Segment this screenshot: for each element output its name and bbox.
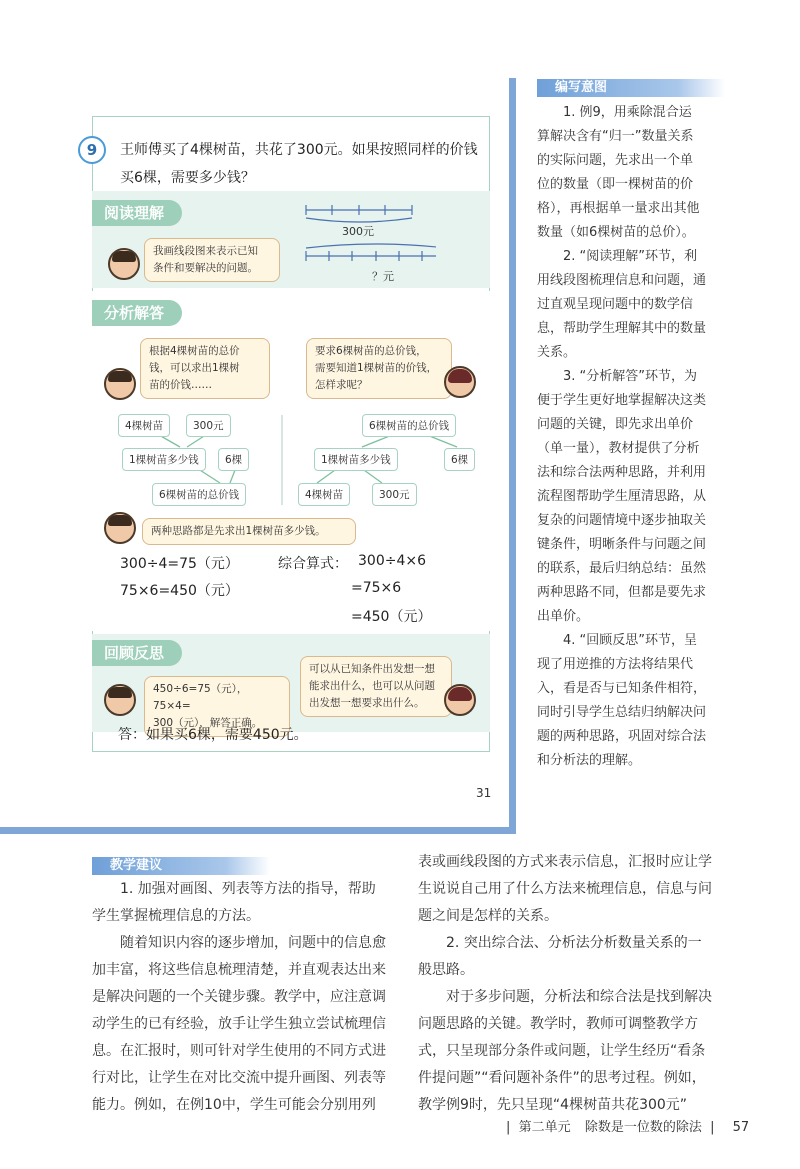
review-right-bubble [300, 656, 452, 717]
footer-unit: 第二单元 [518, 1120, 571, 1135]
suggestion-right-column [418, 849, 730, 1119]
sidebar-line: 位的数量（即一棵树苗的价 [537, 177, 694, 192]
bubble-line: 苗的价钱…… [149, 379, 212, 391]
suggestion-left-column [92, 876, 404, 1119]
bubble-line: 需要知道1棵树苗的价钱， [315, 362, 438, 374]
combined-step: 300÷4×6 [358, 553, 426, 569]
footer-divider: | [705, 1120, 715, 1135]
boy-avatar [104, 368, 136, 400]
flow-box-right: 6棵 [444, 448, 475, 471]
bubble-line: 我画线段图来表示已知 [153, 245, 258, 257]
flow-box-left: 6棵树苗的总价钱 [152, 483, 246, 506]
page-footer [506, 1116, 749, 1135]
sidebar-line: 3. “分析解答”环节，为 [563, 369, 698, 384]
boy-avatar [108, 248, 140, 280]
bubble-line: 出发想一想要求出什么。 [309, 697, 425, 709]
left-speech-bubble [140, 338, 270, 399]
suggestion-line: 式，只呈现部分条件或问题，让学生经历“看条 [418, 1043, 706, 1059]
sidebar-line: 键条件，明晰条件与问题之间 [537, 537, 707, 552]
suggestion-line: 对于多步问题，分析法和综合法是找到解决 [446, 989, 712, 1005]
bubble-line: 要求6棵树苗的总价钱， [315, 345, 427, 357]
combined-step: =75×6 [351, 580, 402, 596]
footer-topic: 除数是一位数的除法 [584, 1120, 702, 1135]
segment-label-unknown: ？元 [372, 270, 394, 283]
calc-step: 75×6=450（元） [120, 583, 239, 599]
sidebar-line: 法和综合法两种思路，并利用 [537, 465, 707, 480]
sidebar-line: 题的两种思路，巩固对综合法 [537, 729, 707, 744]
sidebar-line: 和分析法的理解。 [537, 753, 642, 768]
textbook-page-number: 31 [476, 786, 492, 800]
suggestion-line: 教学例9时，先只呈现“4棵树苗共花300元” [418, 1097, 688, 1113]
girl-avatar [444, 366, 476, 398]
flow-box-right: 4棵树苗 [298, 483, 350, 506]
suggestion-line: 表或画线段图的方式来表示信息，汇报时应让学 [418, 854, 712, 870]
sidebar-line: 同时引导学生总结归纳解决问 [537, 705, 707, 720]
sidebar-text [537, 101, 727, 773]
suggestion-line: 问题思路的关键。教学时，教师可调整教学方 [418, 1016, 698, 1032]
answer-text: 答：如果买6棵，需要450元。 [118, 727, 308, 743]
bubble-line: 可以从已知条件出发想一想 [309, 663, 435, 675]
combined-step: =450（元） [351, 609, 432, 625]
read-speech-bubble [144, 238, 280, 282]
sidebar-line: 格），再根据单一量求出其他 [537, 201, 700, 216]
flow-box-left: 300元 [186, 414, 231, 437]
suggestion-line: 动学生的已有经验，放手让学生独立尝试梳理信 [92, 1016, 386, 1032]
summary-bubble: 两种思路都是先求出1棵树苗多少钱。 [142, 518, 356, 545]
flow-box-left: 1棵树苗多少钱 [122, 448, 206, 471]
bubble-line: 根据4棵树苗的总价 [149, 345, 240, 357]
suggestion-line: 随着知识内容的逐步增加，问题中的信息愈 [120, 935, 386, 951]
suggestion-line: 行对比，让学生在对比交流中提升画图、列表等 [92, 1070, 386, 1086]
combined-label: 综合算式： [278, 556, 348, 572]
suggestion-line: 般思路。 [418, 962, 474, 978]
sidebar-line: 现了用逆推的方法将结果代 [537, 657, 694, 672]
suggestion-line: 生说说自己用了什么方法来梳理信息，信息与问 [418, 881, 712, 897]
suggestion-line: 息。在汇报时，则可针对学生使用的不同方式进 [92, 1043, 386, 1059]
boy-avatar [104, 512, 136, 544]
bubble-line: 条件和要解决的问题。 [153, 262, 258, 274]
sidebar-line: 2. “阅读理解”环节，利 [563, 249, 698, 264]
flow-box-right: 1棵树苗多少钱 [314, 448, 398, 471]
suggestion-line: 能力。例如，在例10中，学生可能会分别用列 [92, 1097, 376, 1113]
sidebar-line: 息，帮助学生理解其中的数量 [537, 321, 707, 336]
boy-avatar [104, 684, 136, 716]
flow-box-left: 6棵 [218, 448, 249, 471]
sidebar-line: 两种思路不同，但都是要先求 [537, 585, 707, 600]
sidebar-line: 复杂的问题情境中逐步抽取关 [537, 513, 707, 528]
sidebar-line: 关系。 [537, 345, 577, 360]
segment-diagram [296, 196, 436, 286]
suggestion-title: 教学建议 [92, 857, 270, 875]
suggestion-line: 题之间是怎样的关系。 [418, 908, 558, 924]
sidebar-line: 的联系，最后归纳总结：虽然 [537, 561, 707, 576]
bubble-line: 450÷6=75（元），75×4= [153, 683, 248, 712]
bubble-line: 300（元），解答正确。 [153, 717, 263, 729]
suggestion-line: 是解决问题的一个关键步骤。教学中，应注意调 [92, 989, 386, 1005]
analyze-section-title: 分析解答 [92, 300, 182, 326]
suggestion-line: 学生掌握梳理信息的方法。 [92, 908, 260, 924]
sidebar-title: 编写意图 [537, 79, 725, 97]
flow-box-right: 300元 [372, 483, 417, 506]
sidebar-line: 流程图帮助学生厘清思路，从 [537, 489, 707, 504]
sidebar-line: 出单价。 [537, 609, 590, 624]
bubble-line: 怎样求呢？ [315, 379, 368, 391]
right-speech-bubble [306, 338, 452, 399]
suggestion-line: 2. 突出综合法、分析法分析数量关系的一 [446, 935, 702, 951]
example-question [120, 136, 492, 192]
sidebar-line: 用线段图梳理信息和问题，通 [537, 273, 707, 288]
segment-label-total: 300元 [342, 225, 374, 238]
sidebar-line: 问题的关键，即先求出单价 [537, 417, 694, 432]
suggestion-line: 加丰富，将这些信息梳理清楚，并直观表达出来 [92, 962, 386, 978]
sidebar-line: 4. “回顾反思”环节，呈 [563, 633, 698, 648]
question-line: 买6棵，需要多少钱？ [120, 170, 255, 186]
sidebar-line: 算解决含有“归一”数量关系 [537, 129, 694, 144]
question-line: 王师傅买了4棵树苗，共花了300元。如果按照同样的价钱 [120, 142, 478, 158]
suggestion-line: 1. 加强对画图、列表等方法的指导，帮助 [120, 881, 376, 897]
footer-divider: | [506, 1120, 515, 1135]
flow-box-left: 4棵树苗 [118, 414, 170, 437]
flow-box-right: 6棵树苗的总价钱 [362, 414, 456, 437]
example-number: 9 [86, 141, 98, 159]
bubble-line: 钱，可以求出1棵树 [149, 362, 240, 374]
example-number-badge [78, 136, 106, 164]
bubble-line: 能求出什么，也可以从问题 [309, 680, 435, 692]
sidebar-line: 的实际问题，先求出一个单 [537, 153, 694, 168]
sidebar-line: 过直观呈现问题中的数学信 [537, 297, 694, 312]
suggestion-line: 件提问题”“看问题补条件”的思考过程。例如， [418, 1070, 706, 1086]
read-section-title: 阅读理解 [92, 200, 182, 226]
sidebar-line: 数量（如6棵树苗的总价）。 [537, 225, 695, 240]
calc-step: 300÷4=75（元） [120, 556, 239, 572]
sidebar-line: （单一量），教材提供了分析 [537, 441, 700, 456]
sidebar-line: 1. 例9，用乘除混合运 [563, 105, 692, 120]
sidebar-line: 便于学生更好地掌握解决这类 [537, 393, 707, 408]
footer-page-number: 57 [732, 1120, 750, 1135]
sidebar-line: 入，看是否与已知条件相符， [537, 681, 707, 696]
review-section-title: 回顾反思 [92, 640, 182, 666]
girl-avatar [444, 684, 476, 716]
